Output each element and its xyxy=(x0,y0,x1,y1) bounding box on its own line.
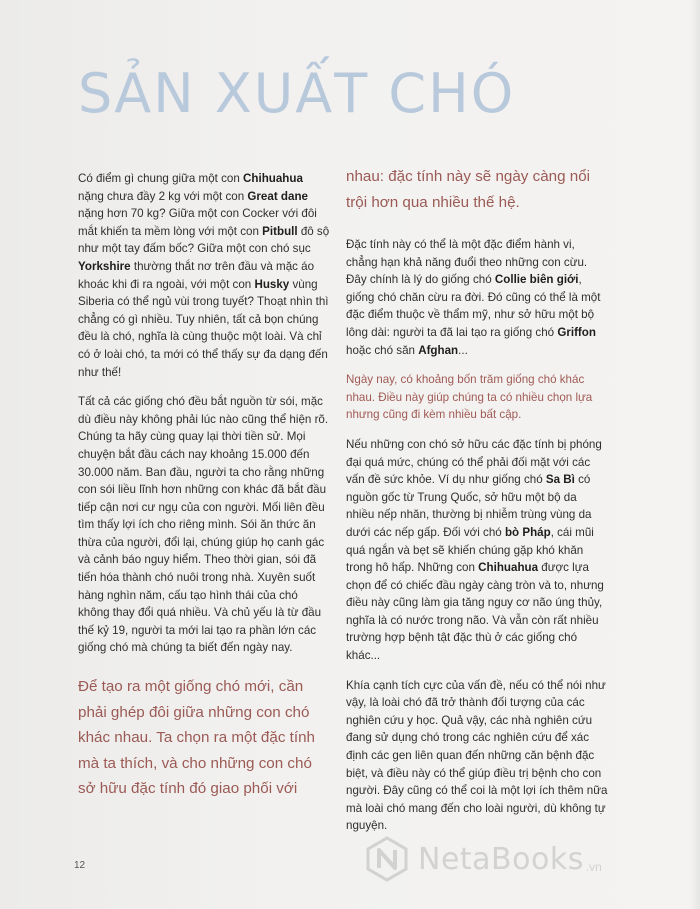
page-spine-shadow xyxy=(690,0,700,909)
watermark-text: NetaBooks xyxy=(418,841,584,877)
right-paragraph-2: Nếu những con chó sở hữu các đặc tính bị phóng đại quá mức, chúng có thể phải đối mặt với các vấn đề sức khỏe. Ví dụ như giống chó Sa Bì có nguồn gốc từ Trung Quốc, sở hữu một bộ da nhiều nếp nhăn, thường bị nhiễm trùng vùng da dưới các nếp gấp. Đối với chó bò Pháp, cái mũi quá ngắn và bẹt sẽ khiến chúng gặp khó khăn trong hô hấp. Những con Chihuahua được lựa chọn để có chiếc đầu ngày càng tròn và to, nhưng điều này cũng làm gia tăng nguy cơ não úng thủy, nghĩa là có nước trong não. Và vẫn còn rất nhiều trường hợp bệnh tật đặc thù ở các giống chó khác... xyxy=(346,437,604,663)
bold-term: Great dane xyxy=(247,189,308,203)
bold-term: Collie biên giới xyxy=(494,273,579,287)
left-pull-quote: Để tạo ra một giống chó mới, cần phải ghép đôi giữa những con chó khác nhau. Ta chọn ra một đặc tính mà ta thích, và cho những con chó sở hữu đặc tính đó giao phối với xyxy=(78,678,315,797)
bold-term: Husky xyxy=(254,277,290,291)
bold-term: Pitbull xyxy=(262,224,298,238)
bold-term: Chihuahua xyxy=(243,172,303,185)
bold-term: Yorkshire xyxy=(78,259,131,273)
bold-term: bò Pháp xyxy=(504,525,551,539)
right-paragraph-1: Đặc tính này có thể là một đặc điểm hành vi, chẳng hạn khả năng đuổi theo những con cừu. Đây chính là lý do giống chó Collie biên giới, giống chó chăn cừu ra đời. Đó cũng có thể là một đặc điểm thuộc về thẩm mỹ, như sở hữu một bộ lông dài: người ta đã lai tạo ra giống chó Griffon hoặc chó săn Afghan... xyxy=(346,238,601,357)
left-column xyxy=(78,170,330,669)
right-column xyxy=(346,236,608,847)
bold-term: Sa Bì xyxy=(545,473,575,487)
left-paragraph-2: Tất cả các giống chó đều bắt nguồn từ sói, mặc dù điều này không phải lúc nào cũng thể hiện rõ. Chúng ta hãy cùng quay lại thời tiền sử. Mọi chuyện bắt đầu cách nay khoảng 15.000 đến 30.000 năm. Ban đầu, người ta cho rằng những con sói liều lĩnh hơn những con khác đã bắt đầu tiếp cận nơi cư ngụ của con người. Mối liên đều tìm thấy lợi ích cho riêng mình. Sói ăn thức ăn thừa của người, đổi lại, chúng giúp họ canh gác và cảnh báo nguy hiểm. Theo thời gian, sói đã tiến hóa thành chó nuôi trong nhà. Xuyên suốt hàng nghìn năm, cấu tạo hình thái của chó không thay đổi quá nhiều. Và chủ yếu là từ đầu thế kỷ 19, người ta mới lai tạo ra phần lớn các giống chó mà chúng ta biết đến ngày nay. xyxy=(78,395,329,655)
right-pull-quote: nhau: đặc tính này sẽ ngày càng nổi trội hơn qua nhiều thế hệ. xyxy=(346,168,591,211)
page-number: 12 xyxy=(74,860,86,871)
left-paragraph-1: Có điểm gì chung giữa một con Chihuahua nặng chưa đầy 2 kg với một con Great dane nặng hơn 70 kg? Giữa một con Cocker với đôi mắt khiến ta mềm lòng với một con Pitbull đô sộ như một tay đấm bốc? Giữa một con chó sục Yorkshire thường thắt nơ trên đầu và mặc áo khoác khi đi ra ngoài, với một con Husky vùng Siberia có thể ngủ vùi trong tuyết? Thoạt nhìn thì chẳng có gì nhiều. Tuy nhiên, tất cả bọn chúng đều là chó, nghĩa là cùng thuộc một loài. Và chỉ có ở loài chó, ta mới có thể thấy sự đa dạng đến như thế! xyxy=(78,172,330,379)
page-title: SẢN XUẤT CHÓ xyxy=(78,62,516,125)
watermark-suffix: .vn xyxy=(585,860,602,874)
right-highlight-paragraph: Ngày nay, có khoảng bốn trăm giống chó khác nhau. Điều này giúp chúng ta có nhiều chọn lựa nhưng cũng đi kèm nhiều bất cập. xyxy=(346,373,593,422)
netabooks-logo-icon xyxy=(364,836,410,882)
right-paragraph-3: Khía cạnh tích cực của vấn đề, nếu có thể nói như vậy, là loài chó đã trở thành đối tượng của các nghiên cứu y học. Quả vậy, các nhà nghiên cứu đang sử dụng chó trong các nghiên cứu để xác định các gen liên quan đến những căn bệnh đặc biệt, và điều này có thể giúp điều trị bệnh cho con người. Đây cũng có thể coi là một lợi ích thêm nữa mà loài chó mang đến cho loài người, dù không tự nguyện. xyxy=(346,678,608,833)
bold-term: Afghan xyxy=(418,343,459,357)
bold-term: Chihuahua xyxy=(478,561,539,575)
watermark xyxy=(364,836,602,882)
bold-term: Griffon xyxy=(557,325,596,339)
